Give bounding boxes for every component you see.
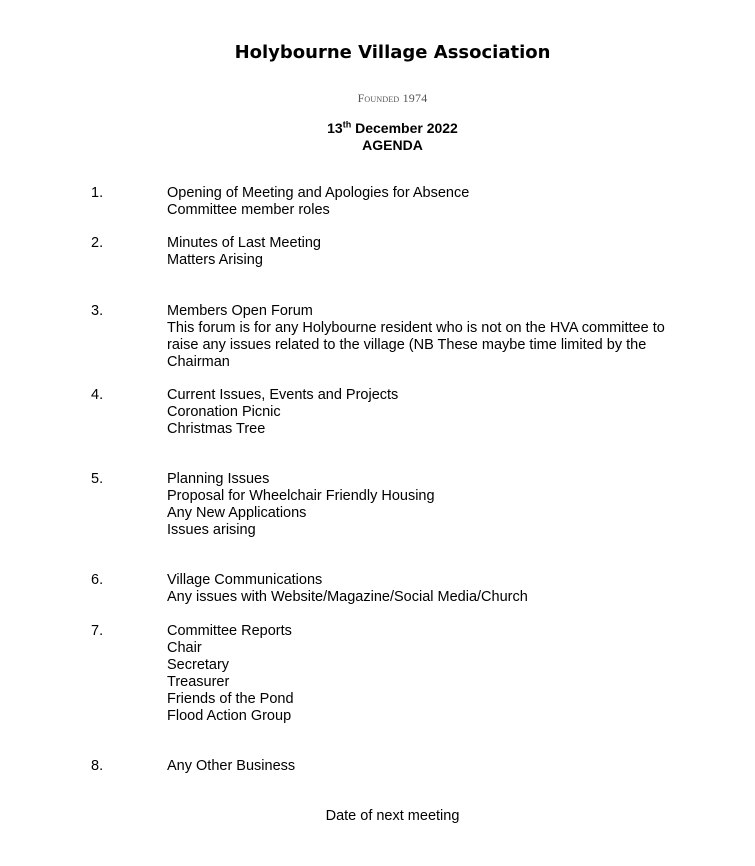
item-body — [167, 185, 727, 219]
item-number: 3. — [91, 303, 104, 319]
item-line: Any New Applications — [167, 505, 307, 521]
date-suffix: th — [342, 119, 352, 130]
item-line: Minutes of Last Meeting — [167, 235, 321, 251]
item-line: Coronation Picnic — [167, 404, 281, 420]
item-line: This forum is for any Holybourne resident who is not on the HVA committee to — [167, 320, 665, 336]
item-line: Secretary — [167, 657, 230, 673]
item-body — [167, 623, 727, 725]
item-line: Village Communications — [167, 572, 323, 588]
item-body — [167, 471, 727, 539]
item-line: Chair — [167, 640, 202, 656]
item-line: Any issues with Website/Magazine/Social Media/Church — [167, 589, 528, 605]
item-line: Members Open Forum — [167, 303, 313, 319]
item-line: Committee Reports — [167, 623, 292, 639]
item-body — [167, 387, 727, 438]
date-rest: December 2022 — [351, 120, 458, 136]
founded-line: Founded 1974 — [357, 91, 428, 105]
item-number: 4. — [91, 387, 104, 403]
item-line: Proposal for Wheelchair Friendly Housing — [167, 488, 435, 504]
next-meeting-note: Date of next meeting — [325, 808, 460, 824]
item-line: Any Other Business — [167, 758, 296, 774]
item-line: Opening of Meeting and Apologies for Absence — [167, 185, 470, 201]
item-line: Issues arising — [167, 522, 256, 538]
item-number: 1. — [91, 185, 104, 201]
item-line: Christmas Tree — [167, 421, 266, 437]
item-number: 2. — [91, 235, 104, 251]
item-line: Planning Issues — [167, 471, 270, 487]
item-line: Current Issues, Events and Projects — [167, 387, 399, 403]
item-number: 5. — [91, 471, 104, 487]
item-line: Chairman — [167, 354, 230, 370]
item-line: Friends of the Pond — [167, 691, 294, 707]
date-day: 13 — [327, 120, 343, 136]
association-title: Holybourne Village Association — [234, 42, 551, 63]
item-number: 6. — [91, 572, 104, 588]
item-number: 8. — [91, 758, 104, 774]
item-line: Committee member roles — [167, 202, 330, 218]
item-number: 7. — [91, 623, 104, 639]
item-body — [167, 303, 727, 371]
item-body — [167, 572, 727, 606]
item-line: Treasurer — [167, 674, 230, 690]
item-body — [167, 758, 727, 775]
item-body — [167, 235, 727, 269]
agenda-heading: AGENDA — [362, 137, 423, 153]
meeting-date — [0, 120, 755, 137]
item-line: raise any issues related to the village (NB These maybe time limited by the — [167, 337, 647, 353]
item-line: Flood Action Group — [167, 708, 292, 724]
item-line: Matters Arising — [167, 252, 263, 268]
